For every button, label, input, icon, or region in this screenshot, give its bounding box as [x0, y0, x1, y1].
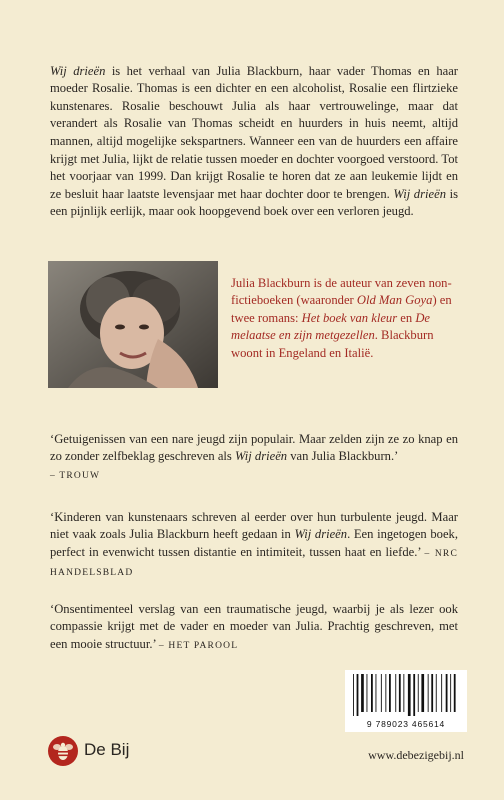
- bio-text-2: ) en twee romans:: [231, 293, 452, 325]
- author-bio: [231, 275, 463, 363]
- barcode-bar: [413, 674, 415, 716]
- bio-text-4: . Blackburn woont in Engeland en Italië.: [231, 328, 434, 360]
- bio-book-2: Het boek van kleur: [301, 310, 398, 325]
- barcode-bar: [395, 674, 396, 712]
- barcode-bars: [351, 674, 461, 716]
- blurb-text-1: is het verhaal van Julia Blackburn, haar vader Thomas en haar moeder Rosalie. Thomas is een dichter en een alcoholist, Rosalie een flirtzieke kunstenares. Rosalie beschouwt Julia als haar vertrouwelinge, maar dat verandert als Rosalie van Thomas scheidt en huurders in huis neemt, altijd mannen, altijd mogelijke sekspartners. Wanneer een van de huurders een affaire krijgt met Julia, lijkt de relatie tussen moeder en dochter voorgoed verstoord. Tot het voorjaar van 1999. Dan krijgt Rosalie te horen dat ze aan leukemie lijdt en ze besluit haar laatste levensjaar met haar dochter door te brengen.: [50, 63, 458, 201]
- barcode-bar: [446, 674, 448, 712]
- review-quote-nrc: [50, 509, 458, 583]
- quote-text: van Julia Blackburn.’: [287, 449, 399, 464]
- bio-text-1: Julia Blackburn is de auteur van zeven non-fictieboeken (waaronder: [231, 275, 452, 308]
- barcode-bar: [418, 674, 419, 712]
- blurb-title-2: Wij drieën: [393, 186, 446, 201]
- barcode-bar: [389, 674, 391, 712]
- barcode-bar: [428, 674, 429, 712]
- barcode-bar: [381, 674, 382, 712]
- barcode-bar: [361, 674, 364, 712]
- isbn-barcode: [345, 670, 467, 732]
- blurb-title: Wij drieën: [50, 63, 106, 78]
- quote-text: . Een ingetogen boek, perfect in evenwicht tussen distantie en intimiteit, tussen haat en liefde.’: [50, 527, 458, 559]
- review-quote-trouw: [50, 431, 458, 486]
- bio-text-3: en: [397, 310, 416, 325]
- author-portrait-image: [48, 261, 218, 388]
- barcode-bar: [385, 674, 386, 712]
- publisher-name: De Bij: [84, 740, 130, 759]
- barcode-bar: [421, 674, 424, 712]
- author-photo: [48, 261, 218, 388]
- barcode-bar: [376, 674, 377, 712]
- barcode-bar: [371, 674, 373, 712]
- barcode-bar: [357, 674, 359, 716]
- book-blurb: [50, 63, 458, 221]
- quote-source: – TROUW: [50, 470, 101, 481]
- barcode-bar: [450, 674, 451, 712]
- barcode-bar: [441, 674, 442, 712]
- barcode-bar: [353, 674, 354, 716]
- quote-text: ‘Onsentimenteel verslag van een traumatische jeugd, waarbij je als lezer ook compassie krijgt met de vader en moeder van Julia. Prachtig geschreven, met een mooie structuur.’: [50, 601, 458, 651]
- blurb-text-2: is een pijnlijk eerlijk, maar ook hoopgevend boek over een verloren jeugd.: [50, 186, 458, 219]
- publisher-website[interactable]: www.debezigebij.nl: [368, 748, 464, 762]
- quote-source: – HET PAROOL: [158, 640, 239, 651]
- bio-book-3: De melaatse en zijn metgezellen: [231, 310, 430, 343]
- quote-source: – NRC HANDELSBLAD: [50, 548, 458, 579]
- bee-logo-icon: [48, 736, 78, 766]
- quote-text: ‘Getuigenissen van een nare jeugd zijn populair. Maar zelden zijn ze zo knap en zo zonder zelfbeklag geschreven als: [50, 431, 458, 464]
- isbn-number: 9 789023 465614: [366, 719, 446, 729]
- barcode-bar: [367, 674, 368, 712]
- barcode-bar: [408, 674, 411, 716]
- quote-title: Wij drieën: [294, 527, 348, 542]
- barcode-bar: [454, 674, 456, 712]
- barcode-bar: [403, 674, 404, 712]
- bio-book-1: Old Man Goya: [356, 293, 433, 308]
- barcode-bar: [399, 674, 401, 712]
- quote-title: Wij drieën: [234, 449, 288, 464]
- barcode-bar: [431, 674, 433, 712]
- quote-text: ‘Kinderen van kunstenaars schreven al eerder over hun turbulente jeugd. Maar niet vaak zoals Julia Blackburn heeft gedaan in: [50, 509, 458, 542]
- review-quote-parool: [50, 601, 458, 656]
- barcode-bar: [436, 674, 437, 712]
